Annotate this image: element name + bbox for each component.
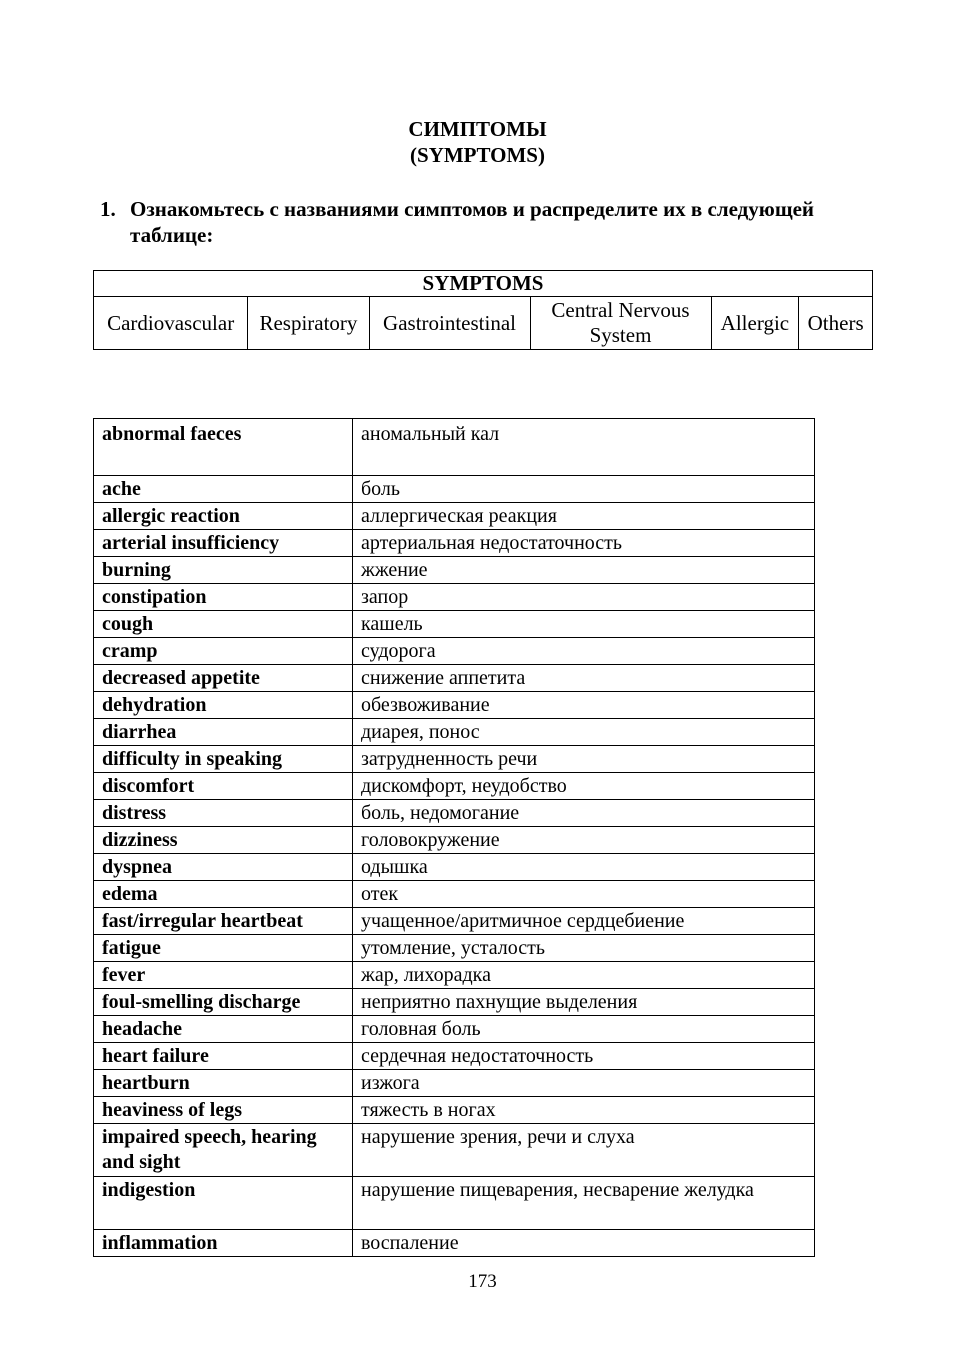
term-russian: запор [353,584,815,611]
table-row [94,746,815,773]
term-russian: аномальный кал [353,419,815,476]
term-english: diarrhea [94,719,353,746]
table-row [94,530,815,557]
term-english: difficulty in speaking [94,746,353,773]
term-english: constipation [94,584,353,611]
term-russian: затрудненность речи [353,746,815,773]
table-row [94,1124,815,1177]
category-cardiovascular: Cardiovascular [94,297,248,350]
table-row [94,557,815,584]
term-russian: снижение аппетита [353,665,815,692]
category-gastrointestinal: Gastrointestinal [369,297,530,350]
table-row [94,692,815,719]
term-russian: жжение [353,557,815,584]
term-russian: артериальная недостаточность [353,530,815,557]
term-russian: обезвоживание [353,692,815,719]
category-respiratory: Respiratory [248,297,369,350]
term-russian: учащенное/аритмичное сердцебиение [353,908,815,935]
term-russian: головная боль [353,1016,815,1043]
term-english: foul-smelling discharge [94,989,353,1016]
term-russian: головокружение [353,827,815,854]
term-english: decreased appetite [94,665,353,692]
task-number: 1. [100,197,116,221]
table-row [94,1177,815,1230]
term-english: heart failure [94,1043,353,1070]
term-russian: боль [353,476,815,503]
term-russian: нарушение зрения, речи и слуха [353,1124,815,1177]
page-title [0,116,955,168]
table-row [94,611,815,638]
term-russian: воспаление [353,1230,815,1257]
term-russian: неприятно пахнущие выделения [353,989,815,1016]
table-row [94,989,815,1016]
symptoms-table-header: SYMPTOMS [94,271,873,297]
table-row [94,773,815,800]
term-russian: судорога [353,638,815,665]
term-english: cramp [94,638,353,665]
table-row [94,719,815,746]
term-russian: диарея, понос [353,719,815,746]
category-others: Others [799,297,873,350]
term-russian: тяжесть в ногах [353,1097,815,1124]
term-russian: нарушение пищеварения, несварение желудка [353,1177,815,1230]
term-english: impaired speech, hearing and sight [94,1124,353,1177]
term-english: fatigue [94,935,353,962]
term-english: ache [94,476,353,503]
term-english: fever [94,962,353,989]
vocabulary-table [93,418,815,1257]
term-russian: отек [353,881,815,908]
table-row [94,881,815,908]
term-russian: жар, лихорадка [353,962,815,989]
term-english: dyspnea [94,854,353,881]
term-english: fast/irregular heartbeat [94,908,353,935]
term-english: dehydration [94,692,353,719]
category-allergic: Allergic [711,297,799,350]
term-russian: аллергическая реакция [353,503,815,530]
term-russian: утомление, усталость [353,935,815,962]
title-russian: СИМПТОМЫ [408,117,547,141]
table-row [94,827,815,854]
table-row [94,935,815,962]
page-number: 173 [468,1271,497,1292]
table-row [94,503,815,530]
term-russian: кашель [353,611,815,638]
title-english: (SYMPTOMS) [410,143,545,167]
term-english: indigestion [94,1177,353,1230]
table-row [94,1097,815,1124]
term-english: arterial insufficiency [94,530,353,557]
term-english: abnormal faeces [94,419,353,476]
table-row [94,1016,815,1043]
table-row [94,1230,815,1257]
category-central-nervous-system: Central Nervous System [530,297,711,350]
term-russian: сердечная недостаточность [353,1043,815,1070]
task-text: Ознакомьтесь с названиями симптомов и распределите их в следующей таблице: [130,197,814,247]
term-english: heaviness of legs [94,1097,353,1124]
term-russian: боль, недомогание [353,800,815,827]
vocabulary-table-body [94,419,815,1257]
term-russian: дискомфорт, неудобство [353,773,815,800]
task-instruction [100,196,875,248]
term-english: allergic reaction [94,503,353,530]
table-row [94,962,815,989]
table-row [94,800,815,827]
term-english: heartburn [94,1070,353,1097]
term-english: burning [94,557,353,584]
table-row [94,638,815,665]
table-row [94,584,815,611]
term-english: inflammation [94,1230,353,1257]
table-row [94,908,815,935]
term-english: distress [94,800,353,827]
table-row [94,1070,815,1097]
symptoms-category-table [93,270,873,350]
term-english: headache [94,1016,353,1043]
term-english: discomfort [94,773,353,800]
table-row [94,854,815,881]
table-row [94,419,815,476]
term-russian: изжога [353,1070,815,1097]
term-english: edema [94,881,353,908]
table-row [94,1043,815,1070]
term-english: dizziness [94,827,353,854]
term-english: cough [94,611,353,638]
table-row [94,665,815,692]
table-row [94,476,815,503]
term-russian: одышка [353,854,815,881]
